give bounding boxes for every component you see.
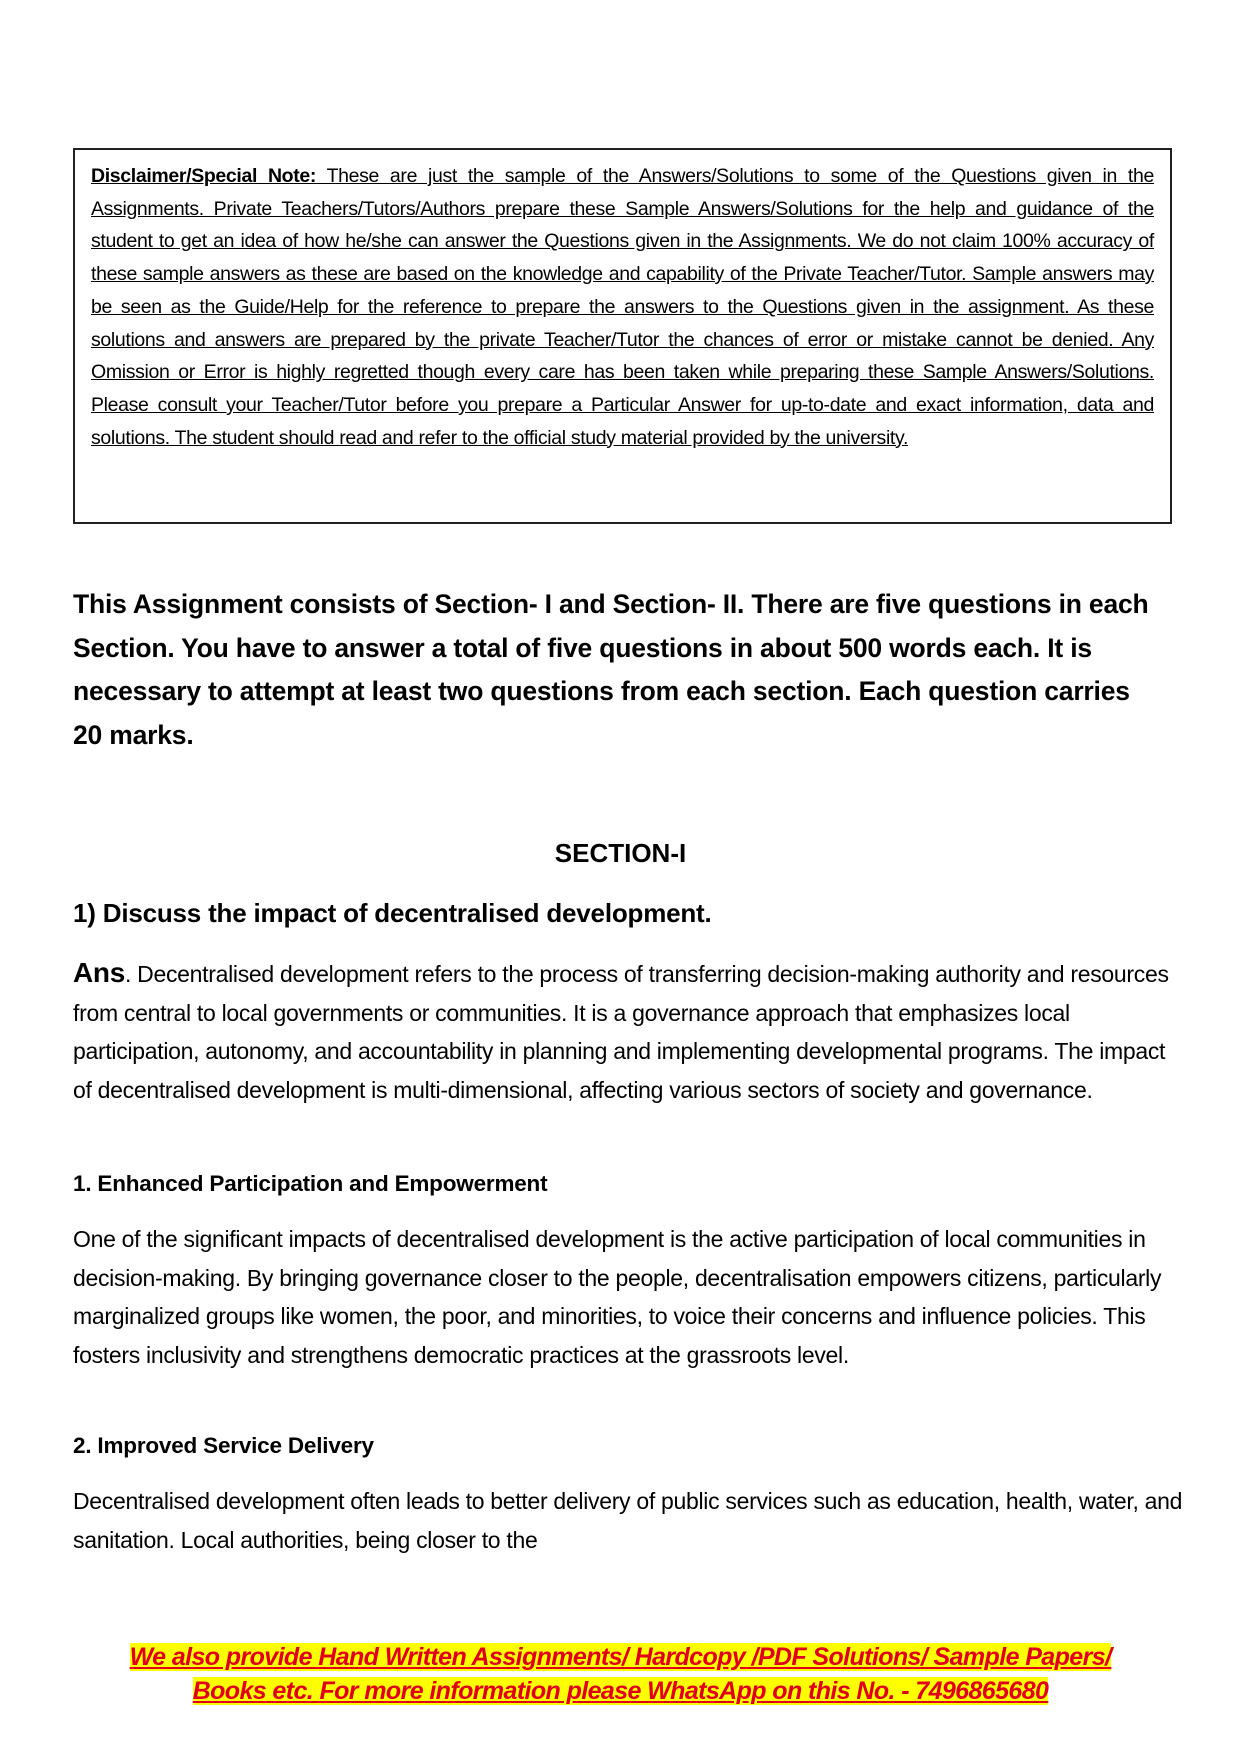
point-1-heading: 1. Enhanced Participation and Empowerment (73, 1171, 548, 1196)
assignment-instructions: This Assignment consists of Section- I and Section- II. There are five questions in each Section. You have to answer a total of five questions in about 500 words each. It is necessary to attempt at least two questions from each section. Each question carries 20 marks. (73, 589, 1149, 750)
answer-text: . Decentralised development refers to the process of transferring decision-making authority and resources from central to local governments or communities. It is a governance approach that emphasizes local participation, autonomy, and accountability in planning and implementing developmental programs. The impact of decentralised development is multi-dimensional, affecting various sectors of society and governance. (73, 961, 1169, 1103)
promo-line-1: We also provide Hand Written Assignments/ Hardcopy /PDF Solutions/ Sample Papers/ (129, 1643, 1112, 1671)
question-1: 1) Discuss the impact of decentralised development. (73, 898, 712, 928)
disclaimer-body: These are just the sample of the Answers/Solutions to some of the Questions given in the Assignments. Private Teachers/Tutors/Authors prepare these Sample Answers/Solutions for the help and guidance of the student to get an idea of how he/she can answer the Questions given in the Assignments. We do not claim 100% accuracy of these sample answers as these are based on the knowledge and capability of the Private Teacher/Tutor. Sample answers may be seen as the Guide/Help for the reference to prepare the answers to the Questions given in the assignment. As these solutions and answers are prepared by the private Teacher/Tutor the chances of error or mistake cannot be denied. Any Omission or Error is highly regretted though every care has been taken while preparing these Sample Answers/Solutions. Please consult your Teacher/Tutor before you prepare a Particular Answer for up-to-date and exact information, data and solutions. The student should read and refer to the official study material provided by the university. (91, 165, 1154, 449)
answer-paragraph (73, 954, 1183, 1109)
section-title: SECTION-I (554, 838, 687, 868)
point-1-text: One of the significant impacts of decentralised development is the active participation of local communities in decision-making. By bringing governance closer to the people, decentralisation empowers citizens, particularly marginalized groups like women, the poor, and minorities, to voice their concerns and influence policies. This fosters inclusivity and strengthens democratic practices at the grassroots level. (73, 1226, 1162, 1368)
disclaimer-label: Disclaimer/Special Note: (91, 165, 317, 187)
promo-line-2: Books etc. For more information please WhatsApp on this No. - 7496865680 (192, 1677, 1049, 1705)
promo-footer (0, 1640, 1241, 1708)
answer-label: Ans (73, 957, 125, 988)
disclaimer-box (73, 148, 1172, 524)
point-2-text: Decentralised development often leads to better delivery of public services such as education, health, water, and sanitation. Local authorities, being closer to the (73, 1488, 1183, 1553)
disclaimer-text (91, 160, 1154, 454)
point-2-heading: 2. Improved Service Delivery (73, 1433, 374, 1458)
